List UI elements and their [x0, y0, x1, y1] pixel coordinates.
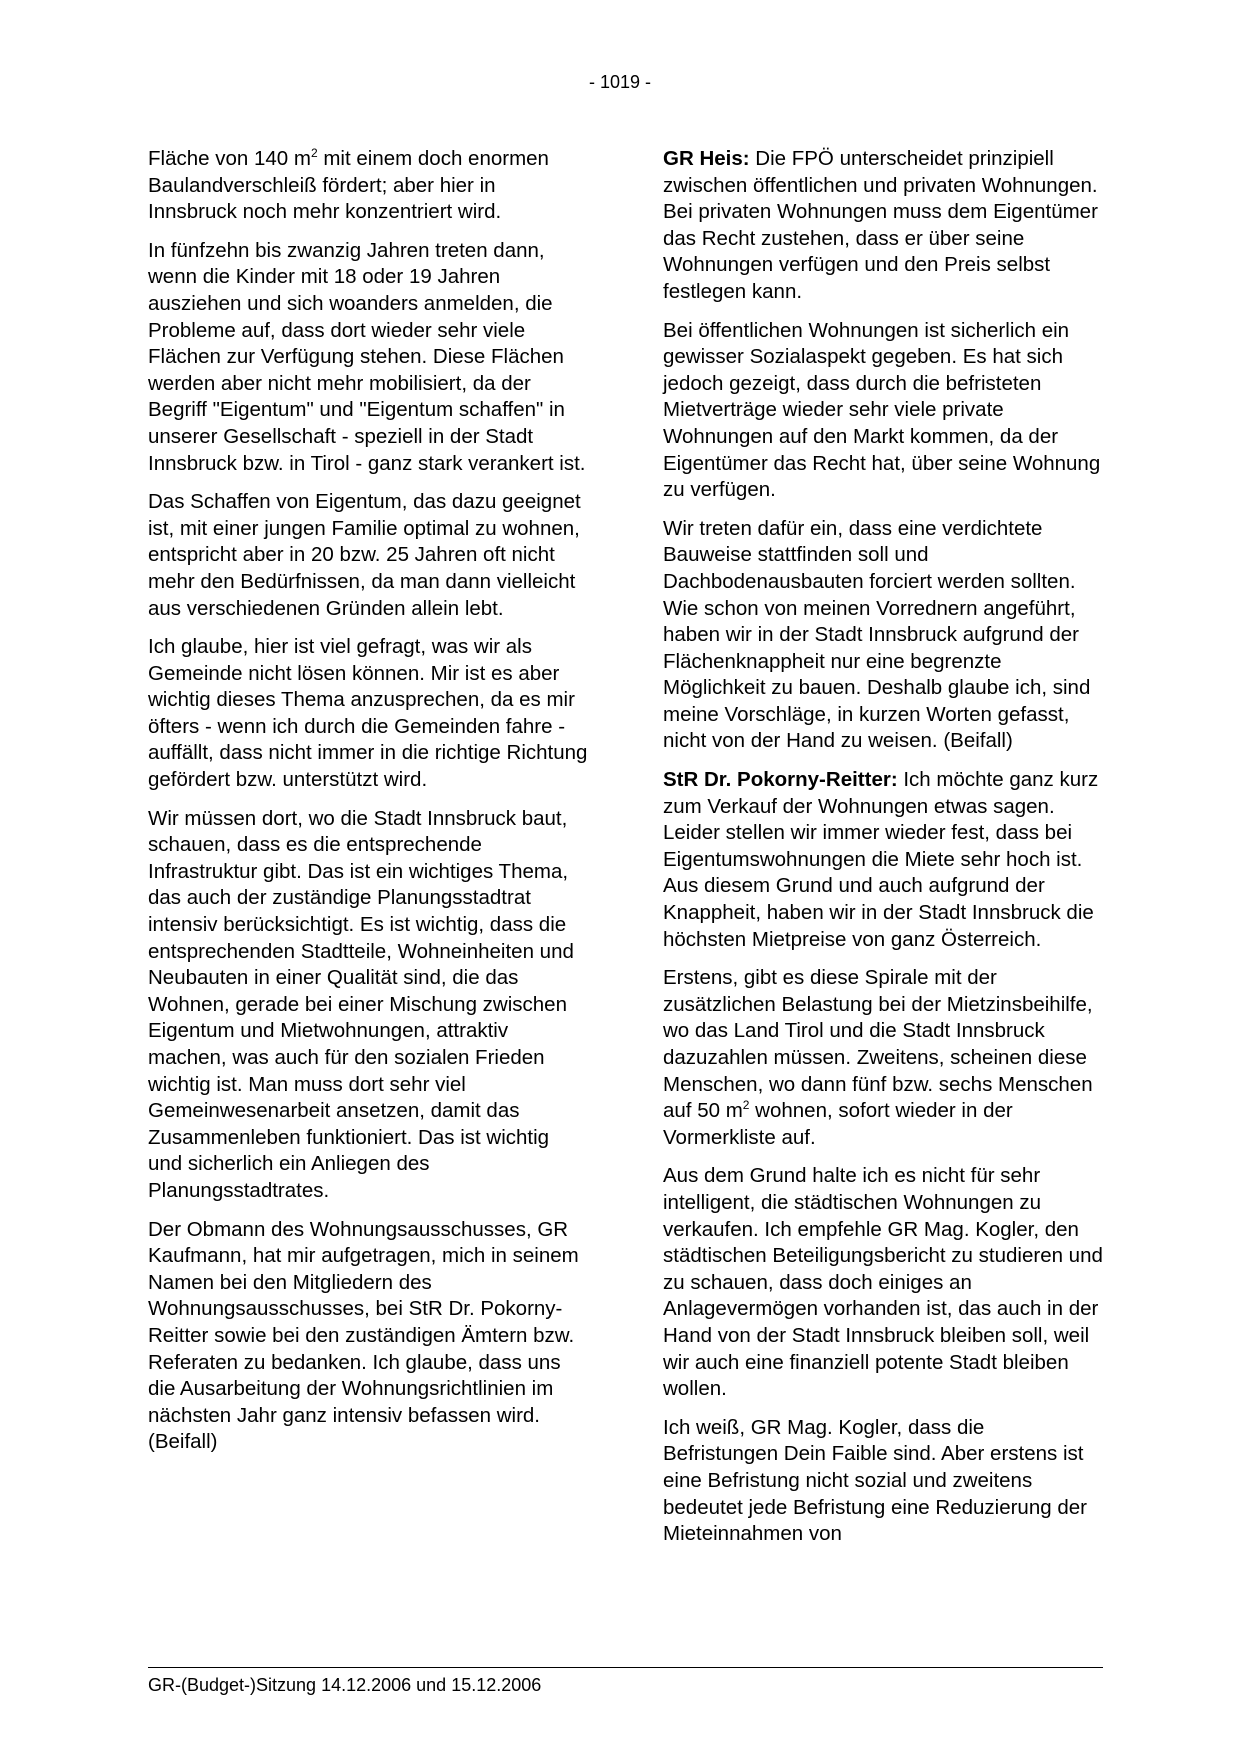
speaker-name: StR Dr. Pokorny-Reitter: — [663, 768, 898, 792]
page-number: - 1019 - — [588, 72, 652, 92]
paragraph — [663, 965, 1103, 1151]
paragraph — [148, 146, 588, 226]
paragraph: Wir müssen dort, wo die Stadt Innsbruck baut, schauen, dass es die entsprechende Infrastruktur gibt. Das ist ein wichtiges Thema, das auch der zuständige Planungsstadtrat intensiv berücksichtigt. Es ist wichtig, dass die entsprechenden Stadtteile, Wohneinheiten und Neubauten in einer Qualität sind, die das Wohnen, gerade bei einer Mischung zwischen Eigentum und Mietwohnungen, attraktiv machen, was auch für den sozialen Frieden wichtig ist. Man muss dort sehr viel Gemeinwesenarbeit ansetzen, damit das Zusammenleben funktioniert. Das ist wichtig und sicherlich ein Anliegen des Planungsstadtrates. — [148, 806, 574, 1202]
paragraph: Wir treten dafür ein, dass eine verdichtete Bauweise stattfinden soll und Dachbodenausbauten forciert werden sollten. Wie schon von meinen Vorrednern angeführt, haben wir in der Stadt Innsbruck aufgrund der Flächenknappheit nur eine begrenzte Möglichkeit zu bauen. Deshalb glaube ich, sind meine Vorschläge, in kurzen Worten gefasst, nicht von der Hand zu weisen. (Beifall) — [663, 516, 1091, 753]
paragraph — [663, 767, 1103, 953]
paragraph-text: mit einem doch enormen Baulandverschleiß fördert; aber hier in Innsbruck noch mehr konzentriert wird. — [148, 147, 549, 224]
paragraph: Aus dem Grund halte ich es nicht für sehr intelligent, die städtischen Wohnungen zu verkaufen. Ich empfehle GR Mag. Kogler, den städtischen Beteiligungsbericht zu studieren und zu schauen, dass doch einiges an Anlagevermögen vorhanden ist, das auch in der Hand von der Stadt Innsbruck bleiben soll, weil wir auch eine finanziell potente Stadt bleiben wollen. — [663, 1164, 1103, 1401]
paragraph — [663, 146, 1103, 306]
footer-divider — [148, 1667, 1103, 1668]
paragraph-text: Ich möchte ganz kurz zum Verkauf der Wohnungen etwas sagen. Leider stellen wir immer wieder fest, dass bei Eigentumswohnungen die Miete sehr hoch ist. Aus diesem Grund und auch aufgrund der Knappheit, haben wir in der Stadt Innsbruck die höchsten Mietpreise von ganz Österreich. — [663, 768, 1099, 951]
right-column — [663, 146, 1103, 1560]
paragraph: Ich glaube, hier ist viel gefragt, was wir als Gemeinde nicht lösen können. Mir ist es aber wichtig dieses Thema anzusprechen, da es mir öfters - wenn ich durch die Gemeinden fahre - auffällt, dass nicht immer in die richtige Richtung gefördert bzw. unterstützt wird. — [148, 635, 588, 792]
speaker-name: GR Heis: — [663, 147, 750, 170]
paragraph-text: Erstens, gibt es diese Spirale mit der zusätzlichen Belastung bei der Mietzinsbeihilfe, wo das Land Tirol und die Stadt Innsbruck dazuzahlen müssen. Zweitens, scheinen diese Menschen, wo dann fünf bzw. sechs Menschen auf 50 m — [663, 966, 1093, 1123]
paragraph: Das Schaffen von Eigentum, das dazu geeignet ist, mit einer jungen Familie optimal zu wohnen, entspricht aber in 20 bzw. 25 Jahren oft nicht mehr den Bedürfnissen, da man dann vielleicht aus verschiedenen Gründen allein lebt. — [148, 490, 581, 620]
left-column — [148, 146, 588, 1468]
paragraph-text: wohnen, sofort wieder in der Vormerkliste auf. — [663, 1099, 1013, 1149]
superscript: 2 — [742, 1098, 750, 1113]
paragraph: Bei öffentlichen Wohnungen ist sicherlich ein gewisser Sozialaspekt gegeben. Es hat sich jedoch gezeigt, dass durch die befristeten Mietverträge wieder sehr viele private Wohnungen auf den Markt kommen, da der Eigentümer das Recht hat, über seine Wohnung zu verfügen. — [663, 318, 1101, 502]
paragraph: Der Obmann des Wohnungsausschusses, GR Kaufmann, hat mir aufgetragen, mich in seinem Namen bei den Mitgliedern des Wohnungsausschusses, bei StR Dr. Pokorny-Reitter sowie bei den zuständigen Ämtern bzw. Referaten zu bedanken. Ich glaube, dass uns die Ausarbeitung der Wohnungsrichtlinien im nächsten Jahr ganz intensiv befassen wird. (Beifall) — [148, 1217, 579, 1454]
paragraph: In fünfzehn bis zwanzig Jahren treten dann, wenn die Kinder mit 18 oder 19 Jahren ausziehen und sich woanders anmelden, die Probleme auf, dass dort wieder sehr viele Flächen zur Verfügung stehen. Diese Flächen werden aber nicht mehr mobilisiert, da der Begriff "Eigentum" und "Eigentum schaffen" in unserer Gesellschaft - speziell in der Stadt Innsbruck bzw. in Tirol - ganz stark verankert ist. — [148, 238, 586, 475]
paragraph: Ich weiß, GR Mag. Kogler, dass die Befristungen Dein Faible sind. Aber erstens ist eine Befristung nicht sozial und zweitens bedeutet jede Befristung eine Reduzierung der Mieteinnahmen von — [663, 1415, 1087, 1546]
footer-text: GR-(Budget-)Sitzung 14.12.2006 und 15.12.2006 — [148, 1675, 542, 1695]
paragraph-text: Die FPÖ unterscheidet prinzipiell zwischen öffentlichen und privaten Wohnungen. Bei privaten Wohnungen muss dem Eigentümer das Recht zustehen, dass er über seine Wohnungen verfügen und den Preis selbst festlegen kann. — [663, 147, 1098, 303]
paragraph-text: Fläche von 140 m — [148, 147, 311, 170]
superscript: 2 — [310, 146, 318, 161]
